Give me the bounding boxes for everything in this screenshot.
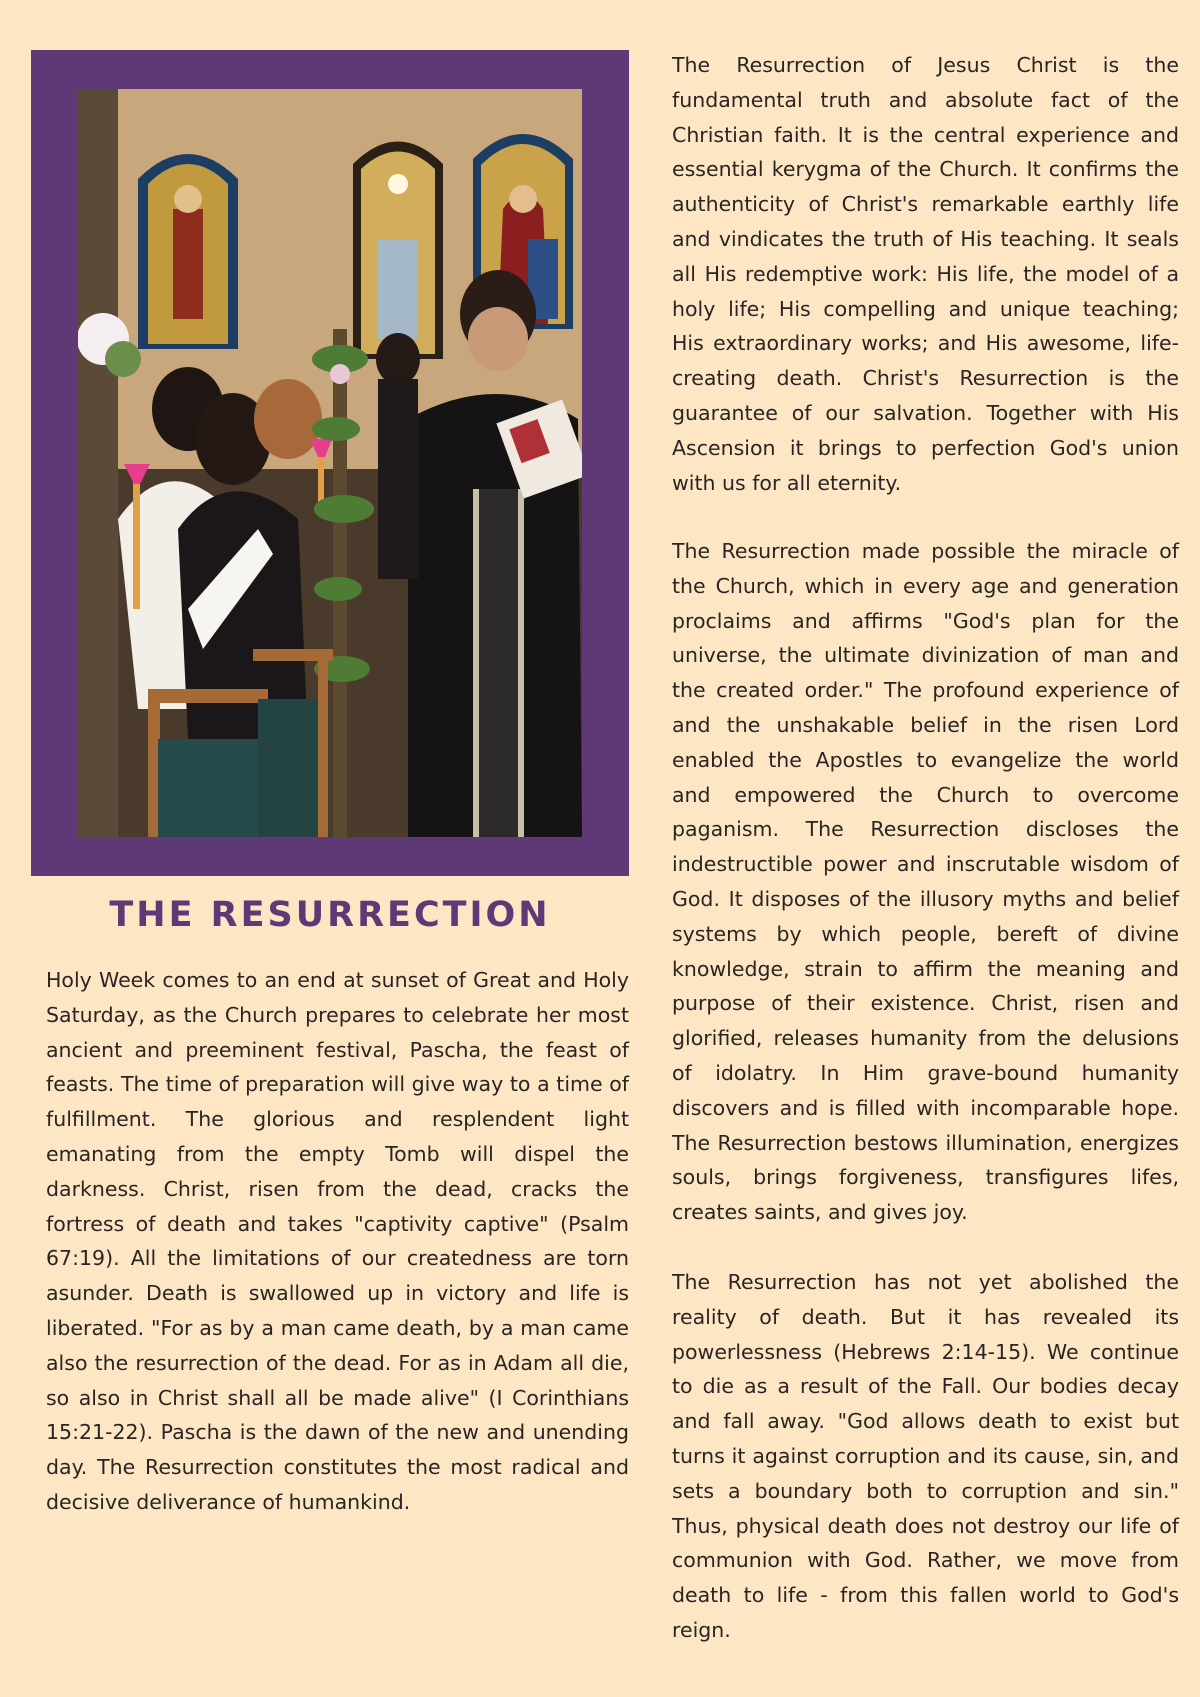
- photo-frame: [31, 50, 629, 876]
- intro-paragraph: Holy Week comes to an end at sunset of Great and Holy Saturday, as the Church prepares to celebrate her most ancient and preeminent festival, Pascha, the feast of feasts. The time of preparation will give way to a time of fulfillment. The glorious and resplendent light emanating from the empty Tomb will dispel the darkness. Christ, risen from the dead, cracks the fortress of death and takes "captivity captive" (Psalm 67:19). All the limitations of our createdness are torn asunder. Death is swallowed up in victory and life is liberated. "For as by a man came death, by a man came also the resurrection of the dead. For as in Adam all die, so also in Christ shall all be made alive" (I Corinthians 15:21-22). Pascha is the dawn of the new and unending day. The Resurrection constitutes the most radical and decisive deliverance of humankind.: [46, 968, 629, 1514]
- paragraph-2: The Resurrection made possible the miracle of the Church, which in every age and generation proclaims and affirms "God's plan for the universe, the ultimate divinization of man and the created order." The profound experience of and the unshakable belief in the risen Lord enabled the Apostles to evangelize the world and empowered the Church to overcome paganism. The Resurrection discloses the indestructible power and inscrutable wisdom of God. It disposes of the illusory myths and belief systems by which people, bereft of divine knowledge, strain to affirm the meaning and purpose of their existence. Christ, risen and glorified, releases humanity from the delusions of idolatry. In Him grave-bound humanity discovers and is filled with incomparable hope. The Resurrection bestows illumination, energizes souls, brings forgiveness, transfigures lifes, creates saints, and gives joy.: [672, 539, 1179, 1225]
- paragraph-3: The Resurrection has not yet abolished the reality of death. But it has revealed its powerlessness (Hebrews 2:14-15). We continue to die as a result of the Fall. Our bodies decay and fall away. "God allows death to exist but turns it against corruption and its cause, sin, and sets a boundary both to corruption and sin." Thus, physical death does not destroy our life of communion with God. Rather, we move from death to life - from this fallen world to God's reign.: [672, 1270, 1179, 1642]
- icon-archangel: [138, 154, 238, 349]
- church-photo-illustration: [78, 89, 582, 837]
- article-title: THE RESURRECTION: [109, 895, 551, 935]
- paragraph-1: The Resurrection of Jesus Christ is the fundamental truth and absolute fact of the Christian faith. It is the central experience and essential kerygma of the Church. It confirms the authenticity of Christ's remarkable earthly life and vindicates the truth of His teaching. It seals all His redemptive work: His life, the model of a holy life; His compelling and unique teaching; His extraordinary works; and His awesome, life-creating death. Christ's Resurrection is the guarantee of our salvation. Together with His Ascension it brings to perfection God's union with us for all eternity.: [672, 53, 1179, 495]
- icon-center: [353, 142, 443, 360]
- church-photo: [78, 89, 582, 837]
